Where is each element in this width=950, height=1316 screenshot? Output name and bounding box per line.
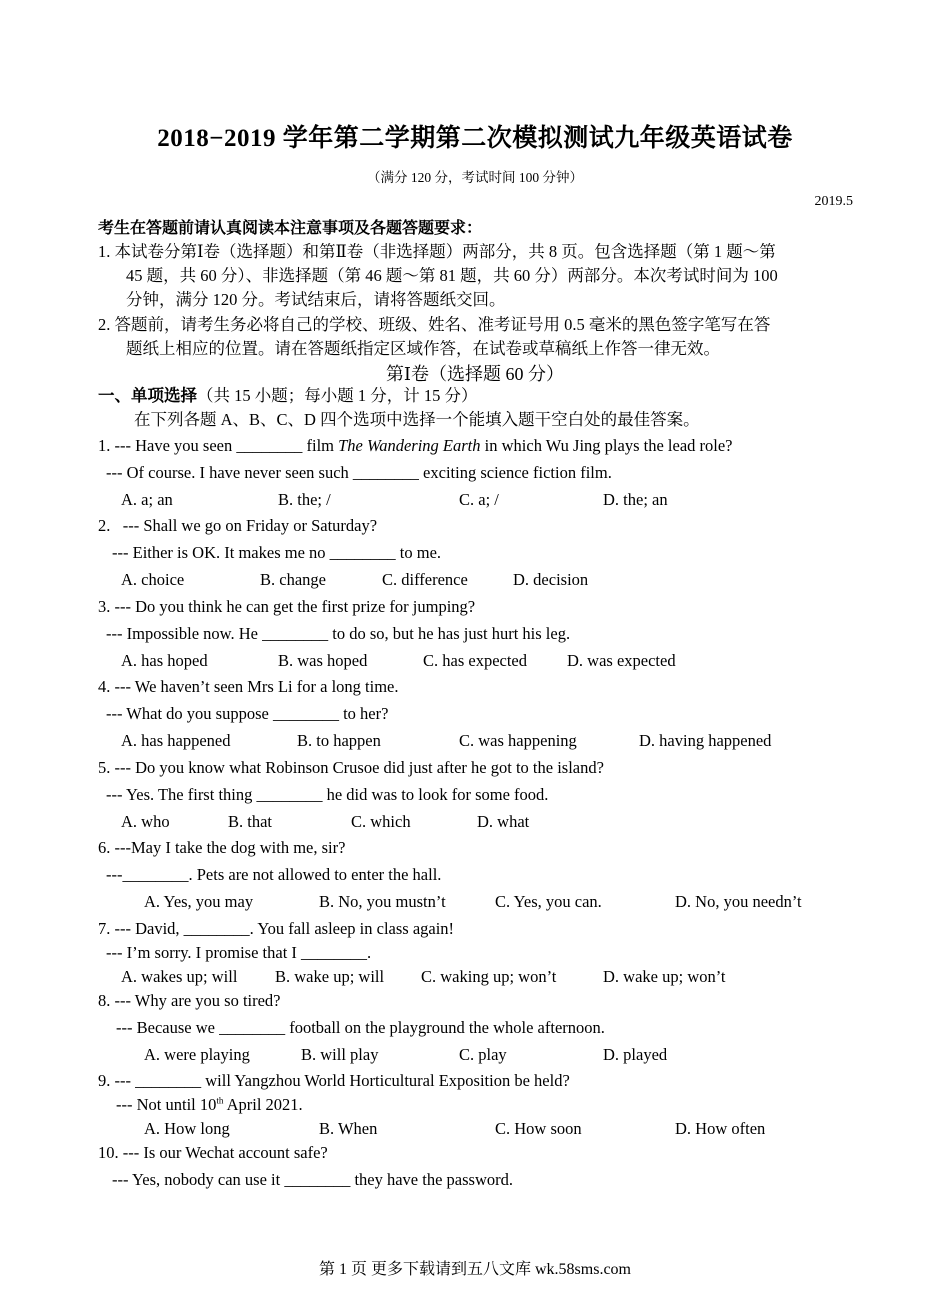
question-6-stem: 6. ---May I take the dog with me, sir? — [98, 838, 346, 857]
question-4-response: --- What do you suppose ________ to her? — [106, 704, 389, 723]
question-9-option-d[interactable]: D. How often — [675, 1119, 766, 1138]
question-4-option-b[interactable]: B. to happen — [297, 731, 381, 750]
question-7-option-a[interactable]: A. wakes up; will — [121, 967, 238, 986]
question-8-response: --- Because we ________ football on the playground the whole afternoon. — [116, 1018, 605, 1037]
notice-item-2 — [98, 313, 856, 361]
question-9-response-part: --- Not until 10 — [116, 1095, 217, 1114]
question-7-option-c[interactable]: C. waking up; won’t — [421, 967, 557, 986]
question-8-option-c[interactable]: C. play — [459, 1045, 507, 1064]
question-8-option-d[interactable]: D. played — [603, 1045, 668, 1064]
notice-item-2-line-2: 题纸上相应的位置。请在答题纸指定区域作答，在试卷或草稿纸上作答一律无效。 — [126, 339, 720, 358]
question-7-response: --- I’m sorry. I promise that I ________. — [106, 943, 372, 962]
exam-date: 2019.5 — [814, 194, 853, 209]
page-subtitle: （满分 120 分，考试时间 100 分钟） — [367, 170, 583, 185]
question-1-response: --- Of course. I have never seen such ________ exciting science fiction film. — [106, 463, 612, 482]
film-title: The Wandering Earth — [338, 436, 481, 455]
part-label: 一、单项选择 — [98, 386, 197, 405]
question-5-stem: 5. --- Do you know what Robinson Crusoe did just after he got to the island? — [98, 758, 604, 777]
question-2-option-c[interactable]: C. difference — [382, 570, 468, 589]
notice-label: 考生在答题前请认真阅读本注意事项及各题答题要求： — [98, 220, 483, 237]
question-3-option-b[interactable]: B. was hoped — [278, 651, 368, 670]
question-5-option-c[interactable]: C. which — [351, 812, 411, 831]
question-1-stem-part: 1. --- Have you seen ________ film — [98, 436, 339, 455]
question-3-option-d[interactable]: D. was expected — [567, 651, 676, 670]
part-heading — [98, 385, 478, 407]
question-3-stem: 3. --- Do you think he can get the first prize for jumping? — [98, 597, 476, 616]
question-6-option-d[interactable]: D. No, you needn’t — [675, 892, 802, 911]
notice-item-1-line-2: 45 题，共 60 分）、非选择题（第 46 题～第 81 题，共 60 分）两部分。本次考试时间为 100 — [126, 266, 778, 285]
question-2-option-d[interactable]: D. decision — [513, 570, 589, 589]
page-title: 2018−2019 学年第二学期第二次模拟测试九年级英语试卷 — [157, 125, 793, 152]
question-10-response: --- Yes, nobody can use it ________ they have the password. — [112, 1170, 513, 1189]
page-footer: 第 1 页 更多下载请到五八文库 wk.58sms.com — [318, 1261, 631, 1278]
question-9-option-a[interactable]: A. How long — [144, 1119, 230, 1138]
question-6-option-c[interactable]: C. Yes, you can. — [495, 892, 602, 911]
question-5-option-a[interactable]: A. who — [121, 812, 170, 831]
question-8-option-b[interactable]: B. will play — [301, 1045, 379, 1064]
question-8-option-a[interactable]: A. were playing — [144, 1045, 250, 1064]
section-title: 第Ⅰ卷（选择题 60 分） — [385, 364, 565, 384]
question-4-option-d[interactable]: D. having happened — [639, 731, 772, 750]
question-6-response: ---________. Pets are not allowed to enter the hall. — [106, 865, 442, 884]
question-4-option-a[interactable]: A. has happened — [121, 731, 231, 750]
question-9-stem: 9. --- ________ will Yangzhou World Horticultural Exposition be held? — [98, 1071, 570, 1090]
question-2-option-b[interactable]: B. change — [260, 570, 326, 589]
notice-item-1-line-1: 1. 本试卷分第Ⅰ卷（选择题）和第Ⅱ卷（非选择题）两部分，共 8 页。包含选择题（第 1 题～第 — [98, 242, 776, 261]
question-2-option-a[interactable]: A. choice — [121, 570, 185, 589]
question-5-option-d[interactable]: D. what — [477, 812, 530, 831]
question-3-response: --- Impossible now. He ________ to do so, but he has just hurt his leg. — [106, 624, 571, 643]
question-3-option-c[interactable]: C. has expected — [423, 651, 528, 670]
ordinal-suffix: th — [216, 1095, 224, 1106]
question-10-stem: 10. --- Is our Wechat account safe? — [98, 1143, 328, 1162]
question-7-option-d[interactable]: D. wake up; won’t — [603, 967, 726, 986]
question-6-option-a[interactable]: A. Yes, you may — [144, 892, 254, 911]
question-1-stem-part: in which Wu Jing plays the lead role? — [480, 436, 733, 455]
question-6-option-b[interactable]: B. No, you mustn’t — [319, 892, 446, 911]
question-4-option-c[interactable]: C. was happening — [459, 731, 577, 750]
part-instruction: 在下列各题 A、B、C、D 四个选项中选择一个能填入题干空白处的最佳答案。 — [134, 410, 700, 429]
notice-item-2-line-1: 2. 答题前，请考生务必将自己的学校、班级、姓名、准考证号用 0.5 毫米的黑色签字笔写在答 — [98, 315, 771, 334]
question-7-stem: 7. --- David, ________. You fall asleep in class again! — [98, 919, 455, 938]
question-1-option-c[interactable]: C. a; / — [459, 490, 499, 509]
question-9-option-c[interactable]: C. How soon — [495, 1119, 582, 1138]
question-5-option-b[interactable]: B. that — [228, 812, 272, 831]
part-info: （共 15 小题；每小题 1 分，计 15 分） — [197, 386, 478, 405]
question-5-response: --- Yes. The first thing ________ he did was to look for some food. — [106, 785, 549, 804]
question-3-option-a[interactable]: A. has hoped — [121, 651, 208, 670]
question-7-option-b[interactable]: B. wake up; will — [275, 967, 385, 986]
question-8-stem: 8. --- Why are you so tired? — [98, 991, 281, 1010]
question-1-option-b[interactable]: B. the; / — [278, 490, 331, 509]
question-1-stem — [98, 435, 733, 457]
question-2-stem: 2. --- Shall we go on Friday or Saturday? — [98, 516, 378, 535]
question-9-response-part: April 2021. — [223, 1095, 303, 1114]
question-2-response: --- Either is OK. It makes me no ________ to me. — [112, 543, 442, 562]
notice-item-1 — [98, 240, 856, 312]
question-9-option-b[interactable]: B. When — [319, 1119, 378, 1138]
question-4-stem: 4. --- We haven’t seen Mrs Li for a long time. — [98, 677, 399, 696]
question-1-option-a[interactable]: A. a; an — [121, 490, 173, 509]
question-9-response — [116, 1094, 303, 1116]
notice-item-1-line-3: 分钟，满分 120 分。考试结束后，请将答题纸交回。 — [126, 290, 506, 309]
question-1-option-d[interactable]: D. the; an — [603, 490, 668, 509]
